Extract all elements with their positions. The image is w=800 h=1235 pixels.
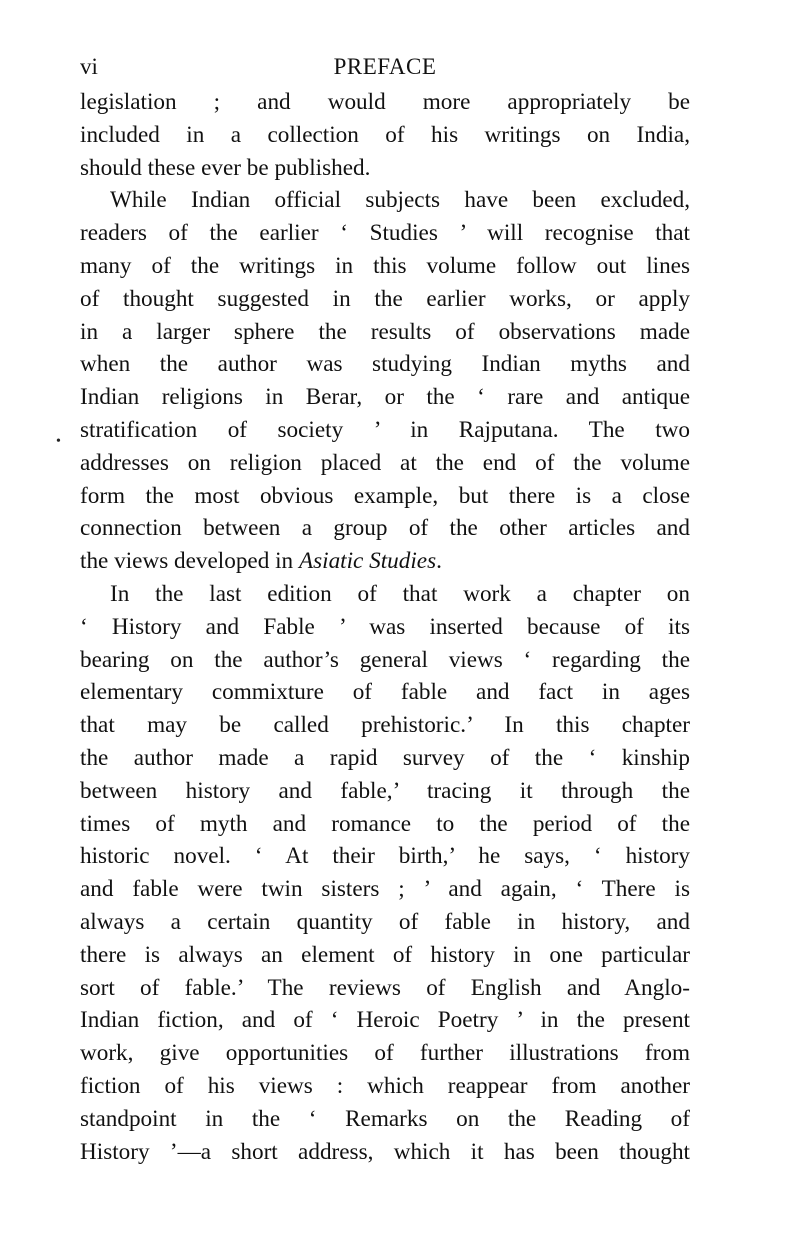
- text-line: that may be called prehistoric.’ In this chapter: [80, 712, 690, 739]
- text-line: times of myth and romance to the period of the: [80, 810, 690, 837]
- text-line: readers of the earlier ‘ Studies ’ will recognise that: [80, 220, 690, 247]
- text-line: when the author was studying Indian myths and: [80, 351, 690, 378]
- running-title: PREFACE: [333, 54, 437, 79]
- text-line: legislation ; and would more appropriately be: [80, 89, 690, 115]
- text-line: work, give opportunities of further illustrations from: [80, 1040, 690, 1067]
- text-line: Indian religions in Berar, or the ‘ rare and antique: [80, 384, 690, 411]
- text-line: in a larger sphere the results of observations made: [80, 318, 690, 345]
- text-line: bearing on the author’s general views ‘ regarding the: [80, 646, 690, 673]
- text-line: stratification of society ’ in Rajputana. The two: [80, 416, 690, 443]
- text-line: In the last edition of that work a chapter on: [110, 580, 690, 607]
- text-line: the author made a rapid survey of the ‘ kinship: [80, 744, 690, 771]
- text-line: connection between a group of the other articles and: [80, 515, 690, 542]
- margin-mark: •: [56, 434, 61, 449]
- text-line: standpoint in the ‘ Remarks on the Reading of: [80, 1105, 690, 1132]
- page-number: vi: [80, 54, 98, 79]
- text-segment: .: [436, 548, 442, 575]
- text-line: addresses on religion placed at the end of the volume: [80, 449, 690, 476]
- book-page: [80, 50, 690, 1168]
- text-segment: the views developed in: [80, 548, 299, 575]
- text-line: included in a collection of his writings on India,: [80, 121, 690, 148]
- text-line: While Indian official subjects have been excluded,: [110, 187, 690, 214]
- text-line: always a certain quantity of fable in history, and: [80, 908, 690, 935]
- text-line: sort of fable.’ The reviews of English and Anglo-: [80, 974, 690, 1001]
- text-line: elementary commixture of fable and fact in ages: [80, 679, 690, 706]
- text-line: ‘ History and Fable ’ was inserted because of its: [80, 613, 690, 640]
- text-line: form the most obvious example, but there is a close: [80, 482, 690, 509]
- text-line: should these ever be published.: [80, 154, 371, 181]
- body-text: [80, 86, 690, 1168]
- text-line: there is always an element of history in one particular: [80, 941, 690, 968]
- text-line: and fable were twin sisters ; ’ and again, ‘ There is: [80, 876, 690, 903]
- text-line: between history and fable,’ tracing it through the: [80, 777, 690, 804]
- text-line: of thought suggested in the earlier works, or apply: [80, 285, 690, 312]
- text-line: fiction of his views : which reappear from another: [80, 1072, 690, 1099]
- page-header: [80, 50, 690, 84]
- text-line: historic novel. ‘ At their birth,’ he says, ‘ history: [80, 843, 690, 870]
- text-line: many of the writings in this volume follow out lines: [80, 252, 690, 279]
- italic-title: Asiatic Studies: [298, 548, 437, 575]
- text-line: History ’—a short address, which it has been thought: [80, 1138, 690, 1165]
- text-line: [80, 545, 690, 578]
- text-line: Indian fiction, and of ‘ Heroic Poetry ’ in the present: [80, 1007, 690, 1034]
